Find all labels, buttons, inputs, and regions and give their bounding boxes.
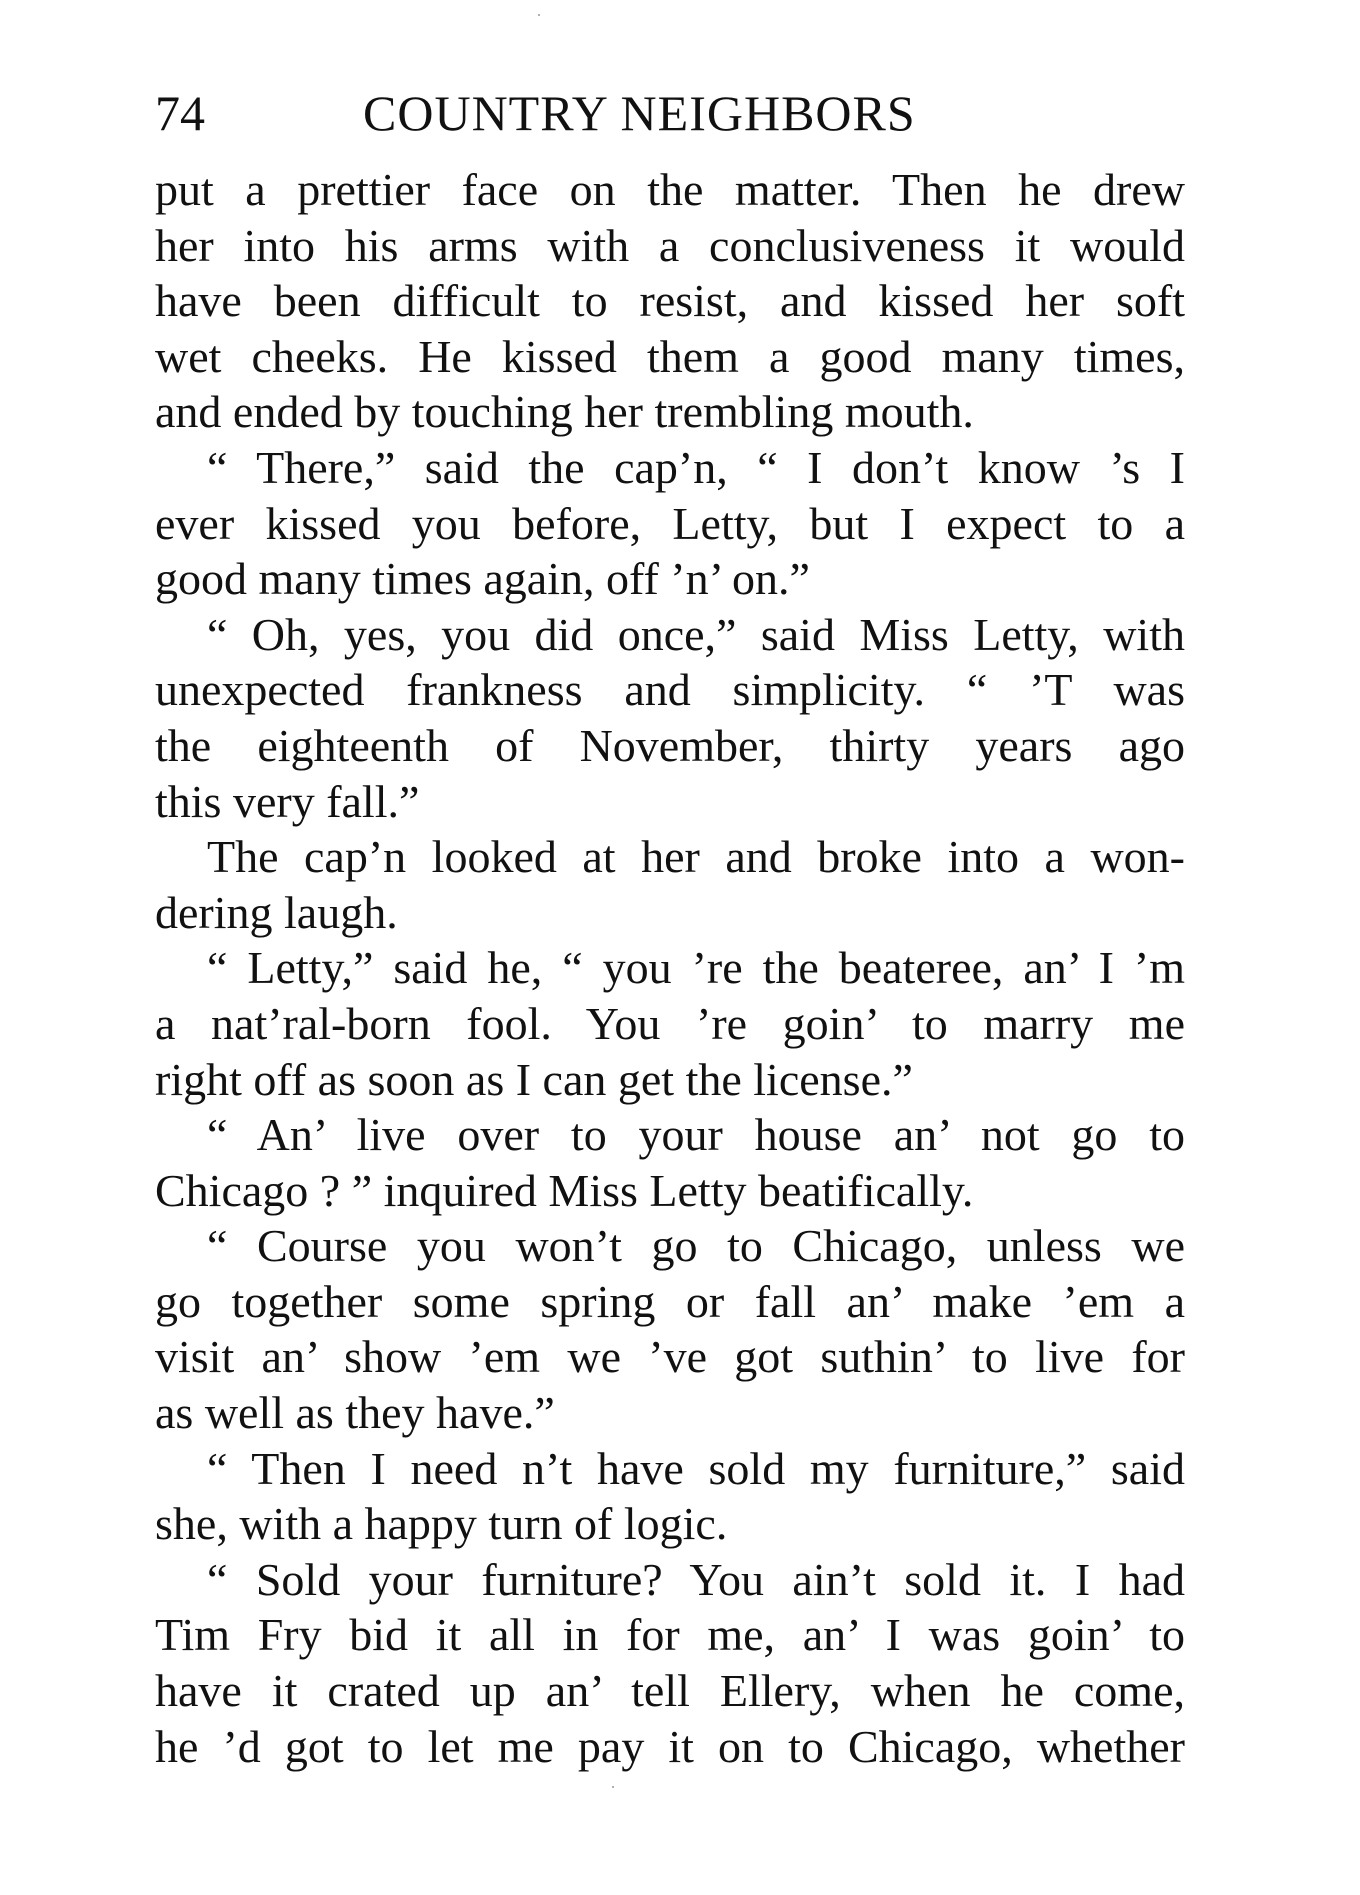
- text-line: “ An’ live over to your house an’ not go to: [207, 1109, 1185, 1161]
- paper-speck: [612, 1786, 614, 1788]
- text-line: “ Oh, yes, you did once,” said Miss Letty, with: [207, 608, 1185, 660]
- text-line: go together some spring or fall an’ make ’em a: [155, 1275, 1185, 1327]
- text-line: the eighteenth of November, thirty years ago: [155, 719, 1185, 771]
- page-number: 74: [155, 85, 205, 141]
- text-line: as well as they have.”: [155, 1387, 555, 1439]
- text-line: right off as soon as I can get the license.”: [155, 1053, 913, 1105]
- text-line: put a prettier face on the matter. Then he drew: [155, 164, 1185, 215]
- text-line: he ’d got to let me pay it on to Chicago, whether: [155, 1720, 1185, 1772]
- text-line: wet cheeks. He kissed them a good many times,: [155, 330, 1185, 382]
- text-line: “ Course you won’t go to Chicago, unless we: [207, 1220, 1185, 1272]
- text-line: dering laugh.: [155, 886, 398, 938]
- text-line: “ Sold your furniture? You ain’t sold it. I had: [207, 1553, 1185, 1605]
- paper-speck: [538, 14, 540, 16]
- text-line: ever kissed you before, Letty, but I expect to a: [155, 497, 1185, 549]
- text-line: her into his arms with a conclusiveness it would: [155, 219, 1185, 271]
- text-line: “ There,” said the cap’n, “ I don’t know ’s I: [207, 441, 1185, 493]
- text-line: “ Letty,” said he, “ you ’re the beateree, an’ I ’m: [207, 942, 1185, 994]
- text-line: “ Then I need n’t have sold my furniture,” said: [207, 1442, 1185, 1494]
- text-line: Chicago ? ” inquired Miss Letty beatifically.: [155, 1164, 974, 1216]
- text-line: she, with a happy turn of logic.: [155, 1498, 728, 1550]
- text-line: unexpected frankness and simplicity. “ ’T was: [155, 664, 1185, 716]
- text-line: Tim Fry bid it all in for me, an’ I was goin’ to: [155, 1609, 1185, 1661]
- text-line: have been difficult to resist, and kissed her soft: [155, 275, 1185, 327]
- text-line: good many times again, off ’n’ on.”: [155, 553, 810, 605]
- running-title: COUNTRY NEIGHBORS: [363, 85, 916, 141]
- text-line: The cap’n looked at her and broke into a won-: [207, 831, 1185, 883]
- text-line: have it crated up an’ tell Ellery, when he come,: [155, 1665, 1185, 1717]
- text-line: visit an’ show ’em we ’ve got suthin’ to live for: [155, 1331, 1185, 1383]
- text-line: a nat’ral-born fool. You ’re goin’ to marry me: [155, 997, 1185, 1049]
- running-header: [155, 78, 1185, 148]
- body-text: [155, 162, 1185, 1774]
- text-line: this very fall.”: [155, 775, 420, 827]
- text-line: and ended by touching her trembling mouth.: [155, 386, 974, 438]
